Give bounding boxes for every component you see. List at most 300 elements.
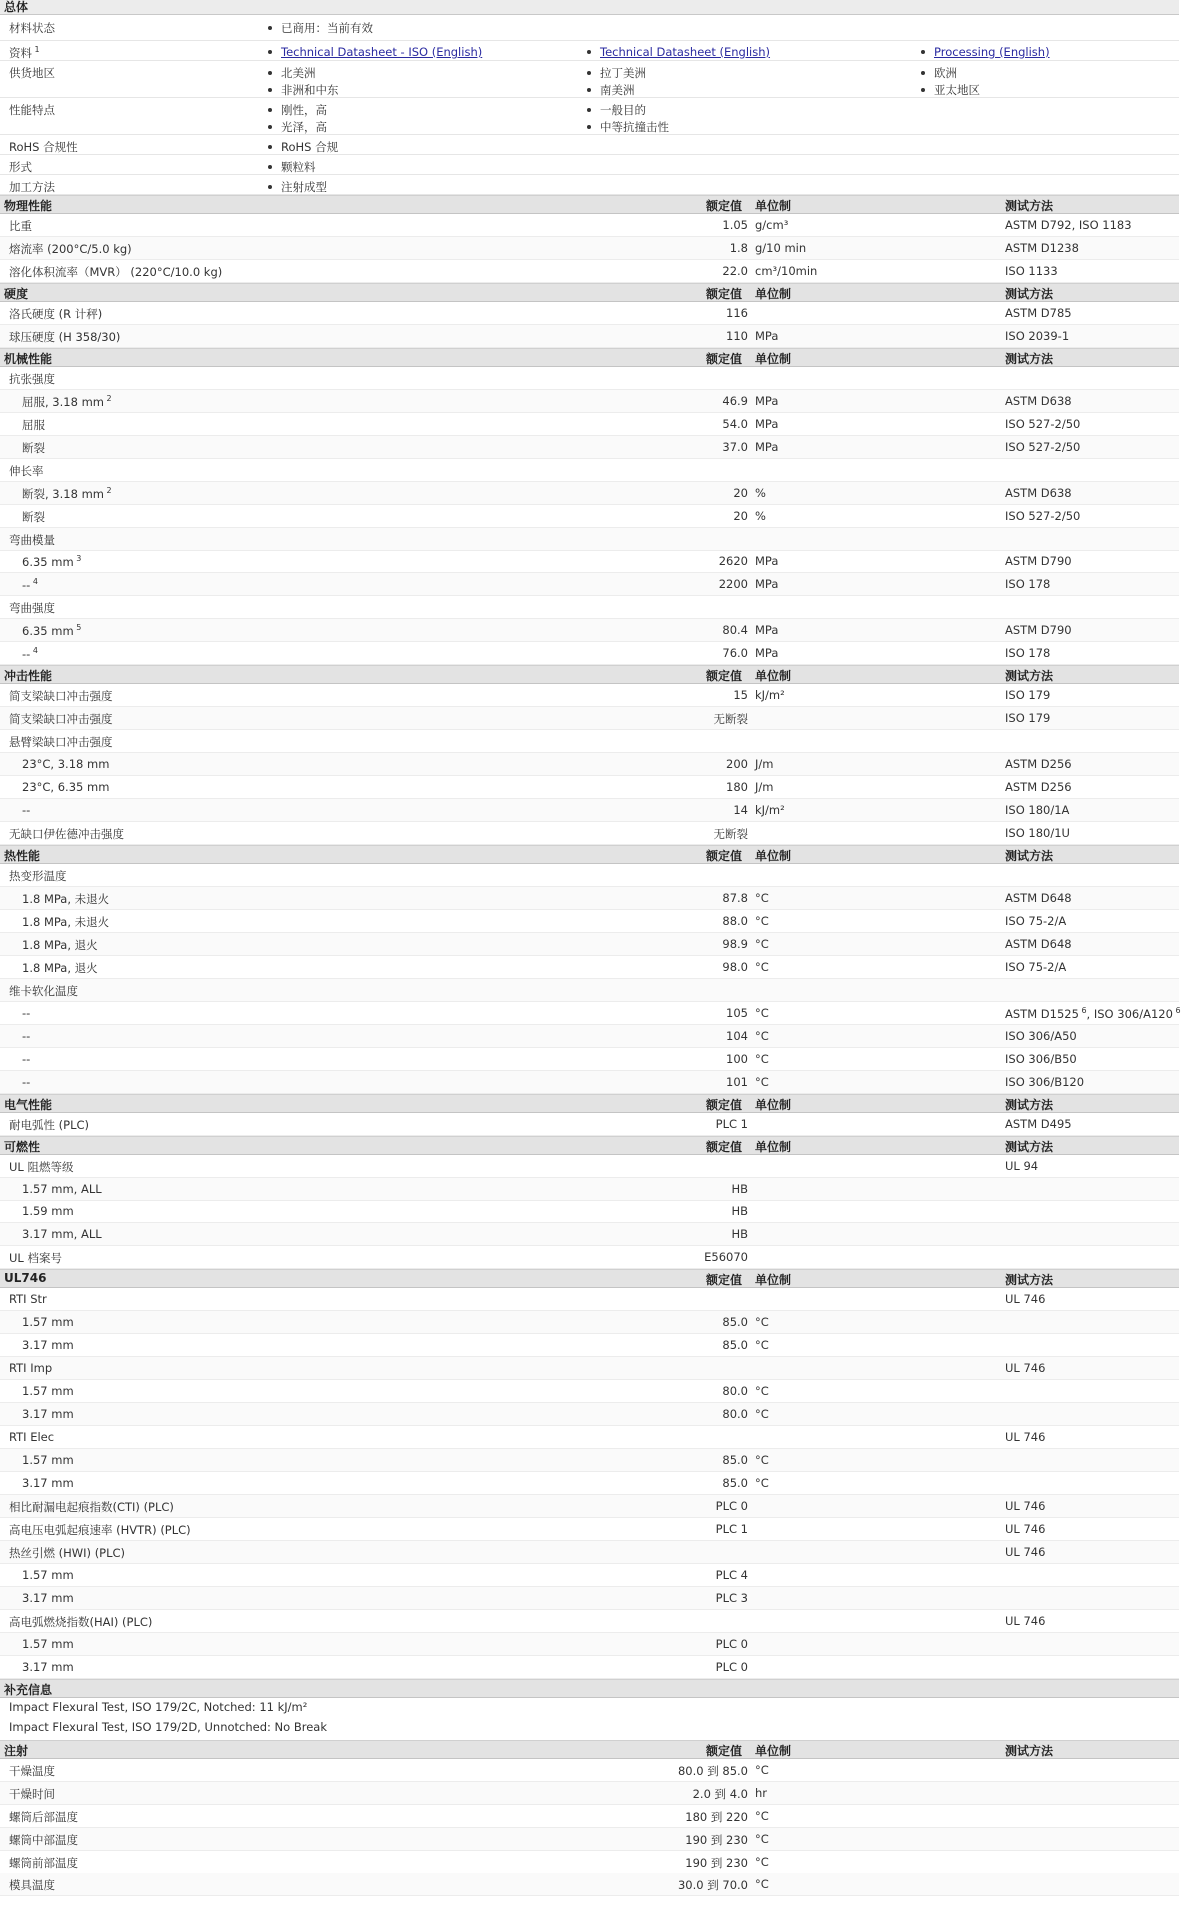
property-unit: °C	[755, 1005, 769, 1020]
property-row	[0, 1587, 1179, 1610]
property-row	[0, 459, 1179, 482]
property-row	[0, 260, 1179, 283]
property-name: 6.35 mm $^3$	[22, 554, 82, 570]
property-name: RTI Str	[9, 1292, 47, 1307]
property-row	[0, 1403, 1179, 1426]
test-method: ISO 180/1A	[1005, 803, 1070, 818]
property-value: 80.0	[722, 1407, 748, 1422]
test-method: ASTM D256	[1005, 780, 1072, 795]
column-header-unit: 单位制	[755, 1743, 792, 1758]
test-method: UL 746	[1005, 1499, 1046, 1513]
document-link[interactable]	[921, 45, 1050, 59]
property-name: -- $^4$	[22, 646, 38, 662]
property-value: PLC 0	[715, 1499, 748, 1513]
column-header-unit: 单位制	[755, 199, 792, 213]
bullet-icon	[587, 125, 591, 129]
test-method: ISO 2039-1	[1005, 328, 1070, 343]
column-header-unit: 单位制	[755, 1273, 792, 1288]
section-header	[0, 195, 1179, 214]
overview-row	[0, 155, 1179, 175]
overview-item	[268, 20, 373, 36]
test-method: ISO 306/B50	[1005, 1051, 1077, 1066]
property-row	[0, 482, 1179, 505]
overview-item-text: 一般目的	[600, 103, 646, 117]
overview-item	[268, 65, 316, 81]
test-method: UL 746	[1005, 1361, 1046, 1376]
property-name: 球压硬度 (H 358/30)	[9, 329, 121, 344]
test-method: UL 746	[1005, 1544, 1046, 1559]
bullet-icon	[268, 26, 272, 30]
property-row	[0, 1759, 1179, 1782]
overview-item	[268, 179, 327, 195]
overview-item	[268, 159, 316, 175]
bullet-icon	[268, 71, 272, 75]
property-row	[0, 1633, 1179, 1656]
property-row	[0, 596, 1179, 619]
property-row	[0, 1155, 1179, 1178]
test-method: ASTM D495	[1005, 1116, 1072, 1131]
property-unit: MPa	[755, 577, 779, 592]
section-title: 补充信息	[4, 1682, 53, 1697]
property-row	[0, 1025, 1179, 1048]
column-header-value: 额定值	[706, 849, 743, 863]
property-unit: °C	[755, 1877, 769, 1892]
property-name: 螺筒中部温度	[9, 1832, 78, 1847]
overview-item	[587, 82, 635, 98]
property-value: 20	[733, 508, 748, 523]
bullet-icon	[587, 71, 591, 75]
property-unit: °C	[755, 1384, 769, 1399]
section-header	[0, 1136, 1179, 1155]
overview-row	[0, 61, 1179, 98]
property-value: 98.0	[722, 959, 748, 974]
property-row	[0, 1828, 1179, 1851]
overview-item-text: 拉丁美洲	[600, 66, 646, 80]
bullet-icon	[268, 185, 272, 189]
property-row	[0, 1113, 1179, 1136]
bullet-icon	[268, 88, 272, 92]
property-name: 3.17 mm	[22, 1476, 74, 1491]
property-name: 1.57 mm	[22, 1315, 74, 1330]
bullet-icon	[587, 108, 591, 112]
property-row	[0, 619, 1179, 642]
overview-item-text: 颗粒料	[281, 160, 316, 174]
test-method: ASTM D638	[1005, 485, 1072, 500]
property-row	[0, 910, 1179, 933]
property-name: 无缺口伊佐德冲击强度	[9, 827, 124, 842]
section-header	[0, 845, 1179, 864]
property-row	[0, 1656, 1179, 1679]
column-header-unit: 单位制	[755, 849, 792, 863]
property-name: --	[22, 1051, 31, 1066]
property-value: 105	[726, 1005, 748, 1020]
property-value: 190 到 230	[685, 1832, 748, 1847]
property-name: 23°C, 6.35 mm	[22, 780, 110, 795]
property-row	[0, 956, 1179, 979]
property-unit: °C	[755, 1338, 769, 1353]
property-name: 23°C, 3.18 mm	[22, 757, 110, 772]
property-name: 熔流率 (200°C/5.0 kg)	[9, 241, 132, 256]
property-row	[0, 1002, 1179, 1025]
footnote-marker: 4	[30, 577, 38, 587]
overview-header	[0, 0, 1179, 15]
property-name: --	[22, 1028, 31, 1043]
property-unit: °C	[755, 1453, 769, 1468]
property-row	[0, 214, 1179, 237]
overview-item-text: 中等抗撞击性	[600, 120, 669, 134]
column-header-method: 测试方法	[1005, 1097, 1054, 1112]
property-name: 1.57 mm, ALL	[22, 1181, 102, 1196]
overview-item	[587, 102, 646, 118]
test-method: ASTM D648	[1005, 936, 1072, 951]
property-unit: kJ/m²	[755, 688, 785, 703]
property-name: 1.8 MPa, 退火	[22, 937, 98, 952]
document-link[interactable]	[268, 45, 482, 59]
property-unit: MPa	[755, 393, 779, 408]
property-value: 1.05	[722, 218, 748, 232]
document-link-text[interactable]: Technical Datasheet (English)	[600, 45, 771, 59]
footnote-marker: 5	[73, 623, 82, 633]
test-method: ISO 179	[1005, 711, 1051, 726]
property-row	[0, 979, 1179, 1002]
property-name: 1.8 MPa, 未退火	[22, 914, 110, 929]
bullet-icon	[587, 50, 591, 54]
property-row	[0, 1782, 1179, 1805]
property-unit: MPa	[755, 328, 779, 343]
property-row	[0, 642, 1179, 665]
property-name: 热丝引燃 (HWI) (PLC)	[9, 1545, 126, 1560]
property-name: 比重	[9, 219, 32, 233]
property-name: 1.59 mm	[22, 1204, 74, 1219]
property-row	[0, 550, 1179, 573]
property-name: --	[22, 1074, 31, 1089]
test-method: ISO 306/B120	[1005, 1074, 1085, 1089]
property-name: 1.57 mm	[22, 1567, 74, 1582]
bullet-icon	[921, 88, 925, 92]
test-method: ASTM D638	[1005, 393, 1072, 408]
section-title: 冲击性能	[4, 669, 53, 684]
property-value: 80.0	[722, 1384, 748, 1399]
test-method: UL 746	[1005, 1430, 1046, 1445]
property-value: HB	[731, 1181, 748, 1196]
property-unit: %	[755, 485, 766, 500]
section-title: 电气性能	[4, 1097, 53, 1112]
property-row	[0, 1495, 1179, 1518]
property-value: 190 到 230	[685, 1855, 748, 1870]
property-value: 30.0 到 70.0	[677, 1878, 748, 1893]
test-method: ISO 306/A50	[1005, 1028, 1077, 1043]
property-value: 15	[733, 688, 748, 703]
property-unit: J/m	[755, 757, 774, 772]
property-name: 断裂, 3.18 mm $^2$	[22, 485, 112, 501]
property-name: 6.35 mm $^5$	[22, 623, 82, 639]
column-header-value: 额定值	[706, 1097, 743, 1112]
property-value: 104	[726, 1028, 748, 1043]
property-value: 2200	[718, 577, 748, 592]
property-row	[0, 1223, 1179, 1246]
overview-item-text: 刚性，高	[281, 103, 327, 117]
property-row	[0, 1178, 1179, 1201]
property-row	[0, 1334, 1179, 1357]
property-name: 高电压电弧起痕速率 (HVTR) (PLC)	[9, 1522, 191, 1537]
column-header-value: 额定值	[706, 1139, 743, 1154]
property-row	[0, 1518, 1179, 1541]
property-unit: MPa	[755, 646, 779, 661]
overview-label: 资料 $^1$	[9, 45, 40, 60]
property-value: 2.0 到 4.0	[692, 1786, 748, 1801]
property-row	[0, 436, 1179, 459]
property-value: 76.0	[722, 646, 748, 661]
overview-row	[0, 41, 1179, 61]
property-value: 98.9	[722, 936, 748, 951]
overview-row	[0, 15, 1179, 41]
property-unit: °C	[755, 1028, 769, 1043]
property-name: 3.17 mm	[22, 1590, 74, 1605]
property-name: RTI Imp	[9, 1361, 53, 1376]
property-row	[0, 367, 1179, 390]
overview-label: 形式	[9, 160, 32, 174]
overview-label: 材料状态	[9, 21, 55, 35]
overview-item	[587, 65, 646, 81]
footnote-marker: 2	[103, 393, 112, 403]
column-header-method: 测试方法	[1005, 351, 1054, 366]
property-unit: %	[755, 508, 766, 523]
property-name: 3.17 mm, ALL	[22, 1227, 102, 1242]
test-method: ISO 178	[1005, 577, 1051, 592]
property-row	[0, 1048, 1179, 1071]
property-row	[0, 1426, 1179, 1449]
property-row	[0, 1472, 1179, 1495]
property-name: 相比耐漏电起痕指数(CTI) (PLC)	[9, 1500, 174, 1514]
property-unit: °C	[755, 959, 769, 974]
overview-item-text: RoHS 合规	[281, 140, 339, 154]
property-unit: °C	[755, 1051, 769, 1066]
property-value: 85.0	[722, 1476, 748, 1491]
property-name: 1.57 mm	[22, 1384, 74, 1399]
property-row	[0, 1380, 1179, 1403]
column-header-method: 测试方法	[1005, 199, 1054, 213]
overview-row	[0, 135, 1179, 155]
property-unit: °C	[755, 1074, 769, 1089]
property-value: PLC 1	[715, 1116, 748, 1131]
property-value: 180	[726, 780, 748, 795]
property-value: 116	[726, 305, 748, 320]
column-header-unit: 单位制	[755, 669, 792, 684]
property-name: 耐电弧性 (PLC)	[9, 1117, 89, 1132]
column-header-method: 测试方法	[1005, 849, 1054, 863]
test-method: ISO 178	[1005, 646, 1051, 661]
bullet-icon	[921, 50, 925, 54]
test-method: ASTM D256	[1005, 757, 1072, 772]
property-unit: cm³/10min	[755, 263, 818, 278]
property-name: --	[22, 1005, 31, 1020]
overview-item-text: 已商用：当前有效	[281, 21, 373, 35]
property-row	[0, 1541, 1179, 1564]
property-value: 80.4	[722, 623, 748, 638]
property-name: 屈服, 3.18 mm $^2$	[22, 393, 112, 409]
test-method: UL 94	[1005, 1158, 1039, 1173]
test-method: ASTM D785	[1005, 305, 1072, 320]
overview-item-text: 南美洲	[600, 83, 635, 97]
property-row	[0, 887, 1179, 910]
property-row	[0, 1200, 1179, 1223]
property-value: E56070	[704, 1250, 748, 1265]
property-name: 断裂	[22, 440, 45, 455]
property-name: 抗张强度	[9, 371, 55, 386]
bullet-icon	[921, 71, 925, 75]
property-name: 溶化体积流率（MVR） (220°C/10.0 kg)	[9, 264, 223, 279]
property-value: 22.0	[722, 263, 748, 278]
property-unit: °C	[755, 1407, 769, 1422]
test-method: ASTM D790	[1005, 623, 1072, 638]
property-row	[0, 237, 1179, 260]
property-name: RTI Elec	[9, 1430, 55, 1445]
property-value: 85.0	[722, 1338, 748, 1353]
property-value: 2620	[718, 554, 748, 569]
property-value: 100	[726, 1051, 748, 1066]
property-row	[0, 528, 1179, 551]
document-link-text[interactable]: Technical Datasheet - ISO (English)	[281, 45, 483, 59]
property-unit: kJ/m²	[755, 803, 785, 818]
overview-item-text: 注射成型	[281, 180, 327, 194]
document-link-text[interactable]: Processing (English)	[934, 45, 1050, 59]
property-value: PLC 3	[715, 1590, 748, 1605]
property-value: 180 到 220	[685, 1809, 748, 1824]
property-row	[0, 1311, 1179, 1334]
property-name: 弯曲模量	[9, 532, 55, 547]
column-header-unit: 单位制	[755, 1139, 792, 1154]
property-row	[0, 302, 1179, 325]
overview-item-text: 光泽，高	[281, 120, 327, 134]
footnote-marker: 6	[1172, 1005, 1181, 1015]
section-title: 硬度	[4, 286, 29, 301]
column-header-value: 额定值	[706, 1743, 743, 1758]
overview-item	[268, 102, 327, 118]
test-method: ISO 75-2/A	[1005, 913, 1067, 928]
overview-item	[587, 119, 669, 135]
property-row	[0, 1288, 1179, 1311]
property-unit: MPa	[755, 439, 779, 454]
test-method: ISO 527-2/50	[1005, 416, 1081, 431]
test-method: UL 746	[1005, 1613, 1046, 1628]
property-unit: MPa	[755, 623, 779, 638]
column-header-method: 测试方法	[1005, 669, 1054, 684]
column-header-method: 测试方法	[1005, 1743, 1054, 1758]
property-name: 干燥温度	[9, 1763, 55, 1778]
property-unit: MPa	[755, 554, 779, 569]
overview-item-text: 非洲和中东	[281, 83, 339, 97]
property-value: 85.0	[722, 1315, 748, 1330]
property-value: 无断裂	[713, 827, 748, 842]
property-row	[0, 1071, 1179, 1094]
property-value: 88.0	[722, 913, 748, 928]
overview-row	[0, 175, 1179, 195]
property-row	[0, 1357, 1179, 1380]
property-name: 3.17 mm	[22, 1659, 74, 1674]
test-method: ASTM D1238	[1005, 240, 1079, 255]
test-method: ASTM D792, ISO 1183	[1005, 218, 1132, 232]
property-row	[0, 799, 1179, 822]
property-name: 1.57 mm	[22, 1453, 74, 1468]
property-name: 模具温度	[9, 1878, 55, 1893]
property-name: 螺筒前部温度	[9, 1855, 78, 1870]
property-row	[0, 707, 1179, 730]
test-method: ASTM D648	[1005, 890, 1072, 905]
property-unit: °C	[755, 1476, 769, 1491]
supplement-note: Impact Flexural Test, ISO 179/2D, Unnotched: No Break	[9, 1719, 327, 1734]
overview-label: 加工方法	[9, 180, 55, 194]
property-name: 伸长率	[9, 463, 44, 478]
overview-item	[921, 65, 957, 81]
property-name: 简支梁缺口冲击强度	[9, 712, 113, 727]
overview-item	[268, 139, 338, 155]
property-row	[0, 864, 1179, 887]
column-header-method: 测试方法	[1005, 286, 1054, 301]
property-row	[0, 1610, 1179, 1633]
property-value: 14	[733, 803, 748, 818]
property-value: PLC 4	[715, 1567, 748, 1582]
property-row	[0, 684, 1179, 707]
test-method: ASTM D1525 $^6$, ISO 306/A120 $^6$	[1005, 1005, 1181, 1021]
footnote-marker: 6	[1078, 1005, 1087, 1015]
footnote-marker: 2	[103, 485, 112, 495]
section-header	[0, 1740, 1179, 1759]
property-value: 54.0	[722, 416, 748, 431]
section-title: 机械性能	[4, 351, 53, 366]
footnote-marker: 3	[73, 554, 82, 564]
test-method: ISO 75-2/A	[1005, 959, 1067, 974]
property-name: 维卡软化温度	[9, 983, 78, 998]
property-unit: g/10 min	[755, 240, 807, 255]
bullet-icon	[587, 88, 591, 92]
bullet-icon	[268, 108, 272, 112]
property-name: -- $^4$	[22, 577, 38, 593]
document-link[interactable]	[587, 45, 770, 59]
property-row	[0, 505, 1179, 528]
test-method: UL 746	[1005, 1292, 1046, 1307]
test-method: UL 746	[1005, 1521, 1046, 1536]
property-row	[0, 730, 1179, 753]
section-title: 注射	[4, 1743, 29, 1758]
property-row	[0, 776, 1179, 799]
section-title: UL746	[4, 1271, 47, 1286]
property-name: 热变形温度	[9, 869, 67, 883]
property-name: 简支梁缺口冲击强度	[9, 689, 113, 704]
property-unit: g/cm³	[755, 218, 789, 232]
test-method: ISO 1133	[1005, 263, 1058, 278]
test-method: ISO 527-2/50	[1005, 508, 1081, 523]
property-unit: MPa	[755, 416, 779, 431]
property-unit: °C	[755, 890, 769, 905]
property-name: UL 档案号	[9, 1251, 62, 1266]
property-name: 弯曲强度	[9, 601, 55, 616]
property-name: 断裂	[22, 509, 45, 524]
property-value: 无断裂	[713, 712, 748, 727]
property-unit: J/m	[755, 780, 774, 795]
supplement-note: Impact Flexural Test, ISO 179/2C, Notched: 11 kJ/m²	[9, 1699, 308, 1714]
overview-item	[268, 119, 327, 135]
column-header-unit: 单位制	[755, 1097, 792, 1112]
bullet-icon	[268, 145, 272, 149]
property-unit: °C	[755, 1854, 769, 1869]
overview-item	[268, 82, 339, 98]
section-header	[0, 283, 1179, 302]
property-row	[0, 753, 1179, 776]
section-title: 可燃性	[4, 1139, 41, 1154]
property-name: 1.57 mm	[22, 1636, 74, 1651]
property-value: 110	[726, 328, 748, 343]
property-value: 101	[726, 1074, 748, 1089]
